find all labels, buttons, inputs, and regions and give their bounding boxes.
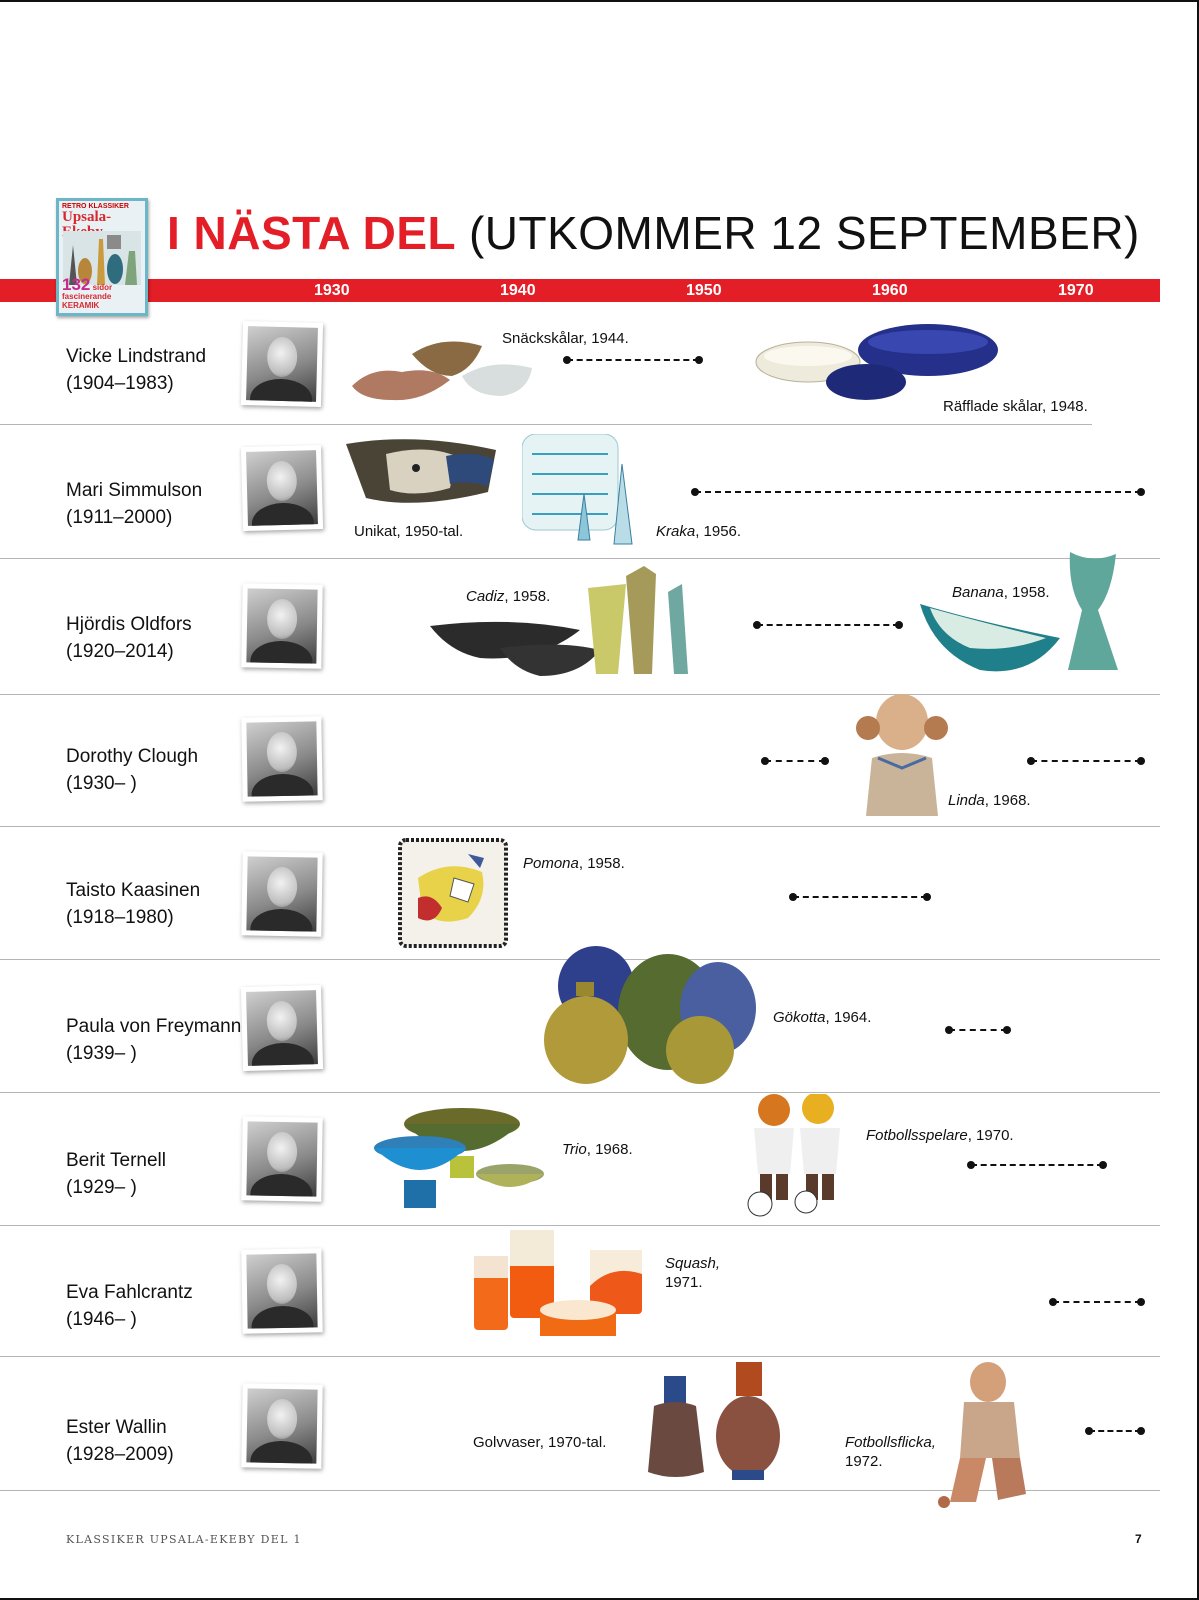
active-period — [761, 757, 829, 765]
designer-name: Berit Ternell — [66, 1150, 166, 1171]
designer-row-lindstrand — [66, 343, 206, 397]
cadiz-dishes-image — [430, 566, 710, 684]
artwork-caption: Golvvaser, 1970-tal. — [473, 1434, 607, 1451]
artwork-caption: Gökotta, 1964. — [773, 1009, 872, 1026]
unikat-dish-image — [346, 436, 506, 516]
designer-name: Dorothy Clough — [66, 746, 199, 767]
active-period — [1027, 757, 1145, 765]
designer-lifespan: (1930– ) — [66, 773, 137, 794]
page-headline — [167, 205, 1140, 261]
designer-lifespan: (1904–1983) — [66, 373, 174, 394]
football-girl-figurine-image — [936, 1362, 1032, 1508]
designer-lifespan: (1918–1980) — [66, 907, 174, 928]
year-label: 1940 — [500, 282, 536, 299]
artwork-caption: Unikat, 1950-tal. — [354, 523, 464, 540]
cover-title: Upsala- — [62, 209, 112, 225]
year-label: 1970 — [1058, 282, 1094, 299]
gokotta-flasks-image — [540, 946, 760, 1084]
designer-lifespan: (1911–2000) — [66, 507, 173, 528]
artwork-caption: Squash, 1971. — [665, 1255, 721, 1291]
artwork-caption: Linda, 1968. — [948, 792, 1031, 809]
kraka-vases-image — [522, 434, 648, 546]
designer-row-ternell — [66, 1147, 166, 1201]
year-label: 1960 — [872, 282, 908, 299]
designer-row-kaasinen — [66, 877, 200, 931]
artwork-caption: Pomona, 1958. — [523, 855, 625, 872]
designer-row-freymann — [66, 1013, 241, 1067]
designer-name: Paula von Freymann — [66, 1016, 242, 1037]
designer-portrait — [241, 716, 322, 801]
active-period — [967, 1161, 1107, 1169]
designer-portrait — [241, 321, 323, 407]
designer-portrait — [241, 1383, 322, 1468]
designer-row-simmulson — [66, 477, 202, 531]
designer-lifespan: (1929– ) — [66, 1177, 137, 1198]
row-divider — [0, 1356, 1160, 1357]
active-period — [789, 893, 931, 901]
row-divider — [0, 1225, 1160, 1226]
designer-name: Mari Simmulson — [66, 480, 203, 501]
artwork-caption: Cadiz, 1958. — [466, 588, 551, 605]
designer-name: Ester Wallin — [66, 1417, 167, 1438]
designer-lifespan: (1939– ) — [66, 1043, 137, 1064]
timeline-bar — [0, 279, 1160, 302]
row-divider — [0, 1092, 1160, 1093]
active-period — [1085, 1427, 1145, 1435]
designer-portrait — [241, 1116, 322, 1201]
artwork-caption: Snäckskålar, 1944. — [502, 330, 629, 347]
active-period — [1049, 1298, 1145, 1306]
row-divider — [0, 694, 1160, 695]
active-period — [691, 488, 1145, 496]
trio-bowls-image — [374, 1106, 546, 1210]
page-number: 7 — [1135, 1532, 1142, 1546]
designer-row-wallin — [66, 1414, 174, 1468]
designer-portrait — [241, 1248, 322, 1333]
designer-lifespan: (1946– ) — [66, 1309, 137, 1330]
cover-number: 132 — [62, 275, 91, 294]
designer-row-oldfors — [66, 611, 192, 665]
magazine-cover — [56, 198, 148, 316]
pomona-dish-image — [398, 838, 508, 948]
designer-name: Eva Fahlcrantz — [66, 1282, 193, 1303]
artwork-caption: Fotbollsflicka, 1972. — [845, 1434, 936, 1470]
year-label: 1950 — [686, 282, 722, 299]
year-label: 1930 — [314, 282, 350, 299]
designer-name: Vicke Lindstrand — [66, 346, 207, 367]
floor-vases-image — [648, 1362, 782, 1482]
headline-bold: I NÄSTA DEL — [167, 207, 457, 259]
squash-vessels-image — [472, 1228, 648, 1348]
designer-row-clough — [66, 743, 198, 797]
designer-portrait — [241, 583, 322, 668]
active-period — [753, 621, 903, 629]
row-divider — [0, 424, 1092, 425]
cover-subtitle: 132 sidor fascinerande KERAMIK — [62, 275, 113, 310]
active-period — [945, 1026, 1011, 1034]
football-players-image — [744, 1094, 848, 1218]
artwork-caption: Kraka, 1956. — [656, 523, 742, 540]
artwork-caption: Trio, 1968. — [562, 1141, 633, 1158]
headline-date: (UTKOMMER 12 SEPTEMBER) — [468, 207, 1140, 259]
banana-pieces-image — [920, 552, 1126, 682]
designer-lifespan: (1920–2014) — [66, 641, 174, 662]
designer-row-fahlcrantz — [66, 1279, 193, 1333]
designer-name: Hjördis Oldfors — [66, 614, 192, 635]
designer-name: Taisto Kaasinen — [66, 880, 201, 901]
artwork-caption: Fotbollsspelare, 1970. — [866, 1127, 1014, 1144]
designer-portrait — [241, 985, 323, 1071]
designer-lifespan: (1928–2009) — [66, 1444, 174, 1465]
footer-publication: KLASSIKER UPSALA-EKEBY DEL 1 — [66, 1533, 302, 1546]
active-period — [563, 356, 703, 364]
artwork-caption: Banana, 1958. — [952, 584, 1050, 601]
cover-masthead: RETRO KLASSIKER — [62, 203, 129, 210]
ribbed-bowls-image — [754, 324, 1014, 406]
designer-portrait — [241, 851, 322, 936]
artwork-caption: Räfflade skålar, 1948. — [943, 398, 1088, 415]
row-divider — [0, 826, 1160, 827]
designer-portrait — [241, 445, 323, 531]
linda-figurine-image — [848, 688, 956, 820]
